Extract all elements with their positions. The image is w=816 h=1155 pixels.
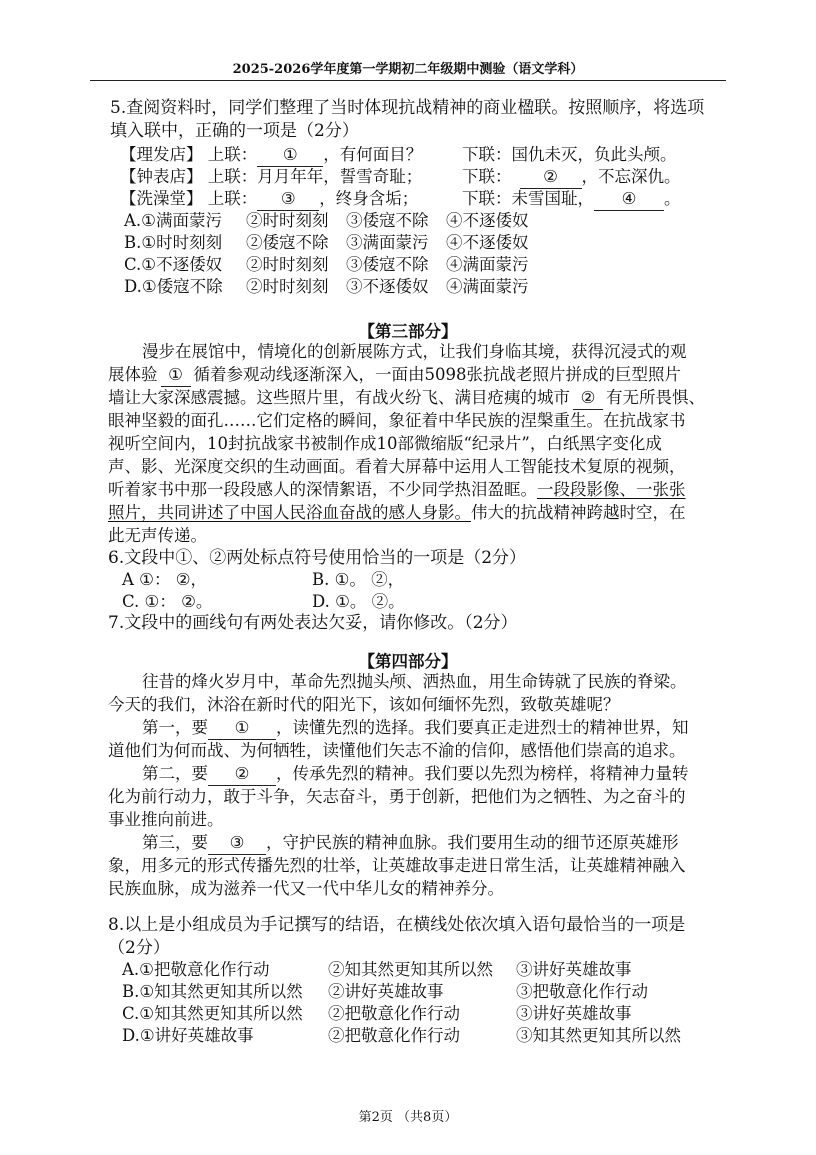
upper-text: 月月年年，誓雪奇耻；: [257, 167, 423, 186]
q5-stem-line1: 5.查阅资料时，同学们整理了当时体现抗战精神的商业楹联。按照顺序，将选项: [110, 98, 705, 118]
q6-option-a[interactable]: A ①： ②，: [122, 570, 207, 589]
part4-line: 象，用多元的形式传播先烈的壮举，让英雄故事走进日常生活，让英雄精神融入: [108, 856, 686, 875]
part4-line: 第三，要 ③ ，守护民族的精神血脉。我们要用生动的细节还原英雄形: [142, 832, 679, 855]
couplet-row-bath: [120, 188, 418, 211]
page-footer: 第2页 （共8页）: [358, 1110, 458, 1125]
part4-line: 今天的我们，沐浴在新时代的阳光下，该如何缅怀先烈，致敬英雄呢？: [108, 695, 620, 714]
couplet-row-barber: [120, 144, 422, 167]
q8-option-c[interactable]: C.①知其然更知其所以然 ②把敬意化作行动 ③讲好英雄故事: [122, 1004, 632, 1023]
q8-stem-line2: （2分）: [108, 938, 170, 958]
part4-line: 往昔的烽火岁月中，革命先烈抛头颅、洒热血，用生命铸就了民族的脊梁。: [142, 672, 687, 691]
part4-title: 【第四部分】: [358, 652, 458, 671]
blank-4: ④: [594, 188, 664, 211]
q6-option-b[interactable]: B. ①。 ②，: [312, 570, 405, 589]
lower-text: 未雪国耻，: [511, 189, 594, 208]
lower-label: 下联：: [462, 145, 512, 164]
blank-2: ②: [520, 166, 582, 189]
q7-stem: 7.文段中的画线句有两处表达欠妥，请你修改。（2分）: [108, 613, 518, 633]
underlined-sentence: 一段段影像、一张张: [537, 480, 686, 499]
blank-part4-1: ①: [208, 717, 276, 740]
lower-text-end: 。: [664, 189, 681, 208]
blank-part4-3: ③: [208, 832, 266, 855]
upper-label: 上联：: [207, 167, 258, 186]
part4-line: 第二，要 ② ，传承先烈的精神。我们要以先烈为榜样，将精神力量转: [142, 763, 689, 786]
couplet-lower-barber: [462, 144, 677, 166]
q8-option-d[interactable]: D.①讲好英雄故事 ②把敬意化作行动 ③知其然更知其所以然: [122, 1026, 681, 1045]
part4-line: 民族血脉，成为滋养一代又一代中华儿女的精神养分。: [108, 879, 504, 898]
q6-stem: 6.文段中①、②两处标点符号使用恰当的一项是（2分）: [108, 548, 527, 568]
part3-line: 听着家书中那一段段感人的深情絮语，不少同学热泪盈眶。一段段影像、一张张: [108, 480, 686, 499]
upper-label: 上联：: [207, 189, 258, 208]
part4-line: 化为前行动力，敢于斗争，矢志奋斗，勇于创新，把他们为之牺牲、为之奋斗的: [108, 787, 686, 806]
part3-title: 【第三部分】: [358, 322, 458, 341]
q5-stem-line2: 填入联中，正确的一项是（2分）: [110, 121, 359, 141]
part3-line: 视听空间内，10封抗战家书被制作成10部微缩版“纪录片”，白纸黑字变化成: [108, 434, 662, 453]
q5-option-d[interactable]: D.①倭寇不除 ②时时刻刻 ③不逐倭奴 ④满面蒙污: [124, 277, 529, 296]
lower-label: 下联：: [462, 189, 512, 208]
part3-line: 墙让大家深感震撼。这些照片里，有战火纷飞、满目疮痍的城市 ② 有无所畏惧、: [108, 387, 705, 410]
part4-line: 第一，要 ① ，读懂先烈的选择。我们要真正走进烈士的精神世界，知: [142, 717, 689, 740]
q8-option-a[interactable]: A.①把敬意化作行动 ②知其然更知其所以然 ③讲好英雄故事: [122, 960, 632, 979]
lower-text: ，不忘深仇。: [581, 167, 681, 186]
part3-line: 眼神坚毅的面孔……它们定格的瞬间，象征着中华民族的涅槃重生。在抗战家书: [108, 411, 686, 430]
part3-line: 照片，共同讲述了中国人民浴血奋战的感人身影。伟大的抗战精神跨越时空，在: [108, 503, 686, 522]
q6-option-c[interactable]: C. ①： ②。: [122, 592, 213, 611]
upper-text: ，有何面目？: [323, 145, 423, 164]
part4-line: 道他们为何而战、为何牺牲，读懂他们矢志不渝的信仰，感悟他们崇高的追求。: [108, 741, 686, 760]
underlined-sentence: 照片，共同讲述了中国人民浴血奋战的感人身影。: [108, 503, 471, 522]
q8-stem-line1: 8.以上是小组成员为手记撰写的结语，在横线处依次填入语句最恰当的一项是: [108, 915, 686, 935]
part3-line: 展体验 ① 循着参观动线逐渐深入，一面由5098张抗战老照片拼成的巨型照片: [108, 364, 681, 387]
couplet-row-clock: [120, 166, 422, 188]
shop-name: 【洗澡堂】: [120, 189, 203, 208]
q5-option-b[interactable]: B.①时时刻刻 ②倭寇不除 ③满面蒙污 ④不逐倭奴: [124, 233, 529, 252]
q5-option-a[interactable]: A.①满面蒙污 ②时时刻刻 ③倭寇不除 ④不逐倭奴: [124, 211, 529, 230]
part4-line: 事业推向前进。: [108, 810, 224, 829]
q5-option-c[interactable]: C.①不逐倭奴 ②时时刻刻 ③倭寇不除 ④满面蒙污: [124, 255, 529, 274]
blank-part4-2: ②: [208, 763, 276, 786]
blank-1: ①: [257, 144, 323, 167]
couplet-lower-clock: [462, 166, 681, 189]
lower-label: 下联：: [462, 167, 512, 186]
shop-name: 【理发店】: [120, 145, 203, 164]
part3-line: 漫步在展馆中，情境化的创新展陈方式，让我们身临其境，获得沉浸式的观: [142, 342, 687, 361]
page-header: 2025-2026学年度第一学期初二年级期中测验（语文学科）: [90, 58, 726, 81]
part3-line: 此无声传递。: [108, 526, 207, 545]
punct-mark-2: ②: [573, 387, 603, 410]
part3-line: 声、影、光深度交织的生动画面。看着大屏幕中运用人工智能技术复原的视频，: [108, 457, 686, 476]
punct-mark-1: ①: [161, 364, 191, 387]
upper-text: ，终身含垢；: [319, 189, 419, 208]
upper-label: 上联：: [207, 145, 258, 164]
lower-text: 国仇未灭，负此头颅。: [511, 145, 677, 164]
shop-name: 【钟表店】: [120, 167, 203, 186]
couplet-lower-bath: [462, 188, 681, 211]
blank-3: ③: [257, 188, 319, 211]
q6-option-d[interactable]: D. ①。 ②。: [312, 592, 405, 611]
q8-option-b[interactable]: B.①知其然更知其所以然 ②讲好英雄故事 ③把敬意化作行动: [122, 982, 648, 1001]
